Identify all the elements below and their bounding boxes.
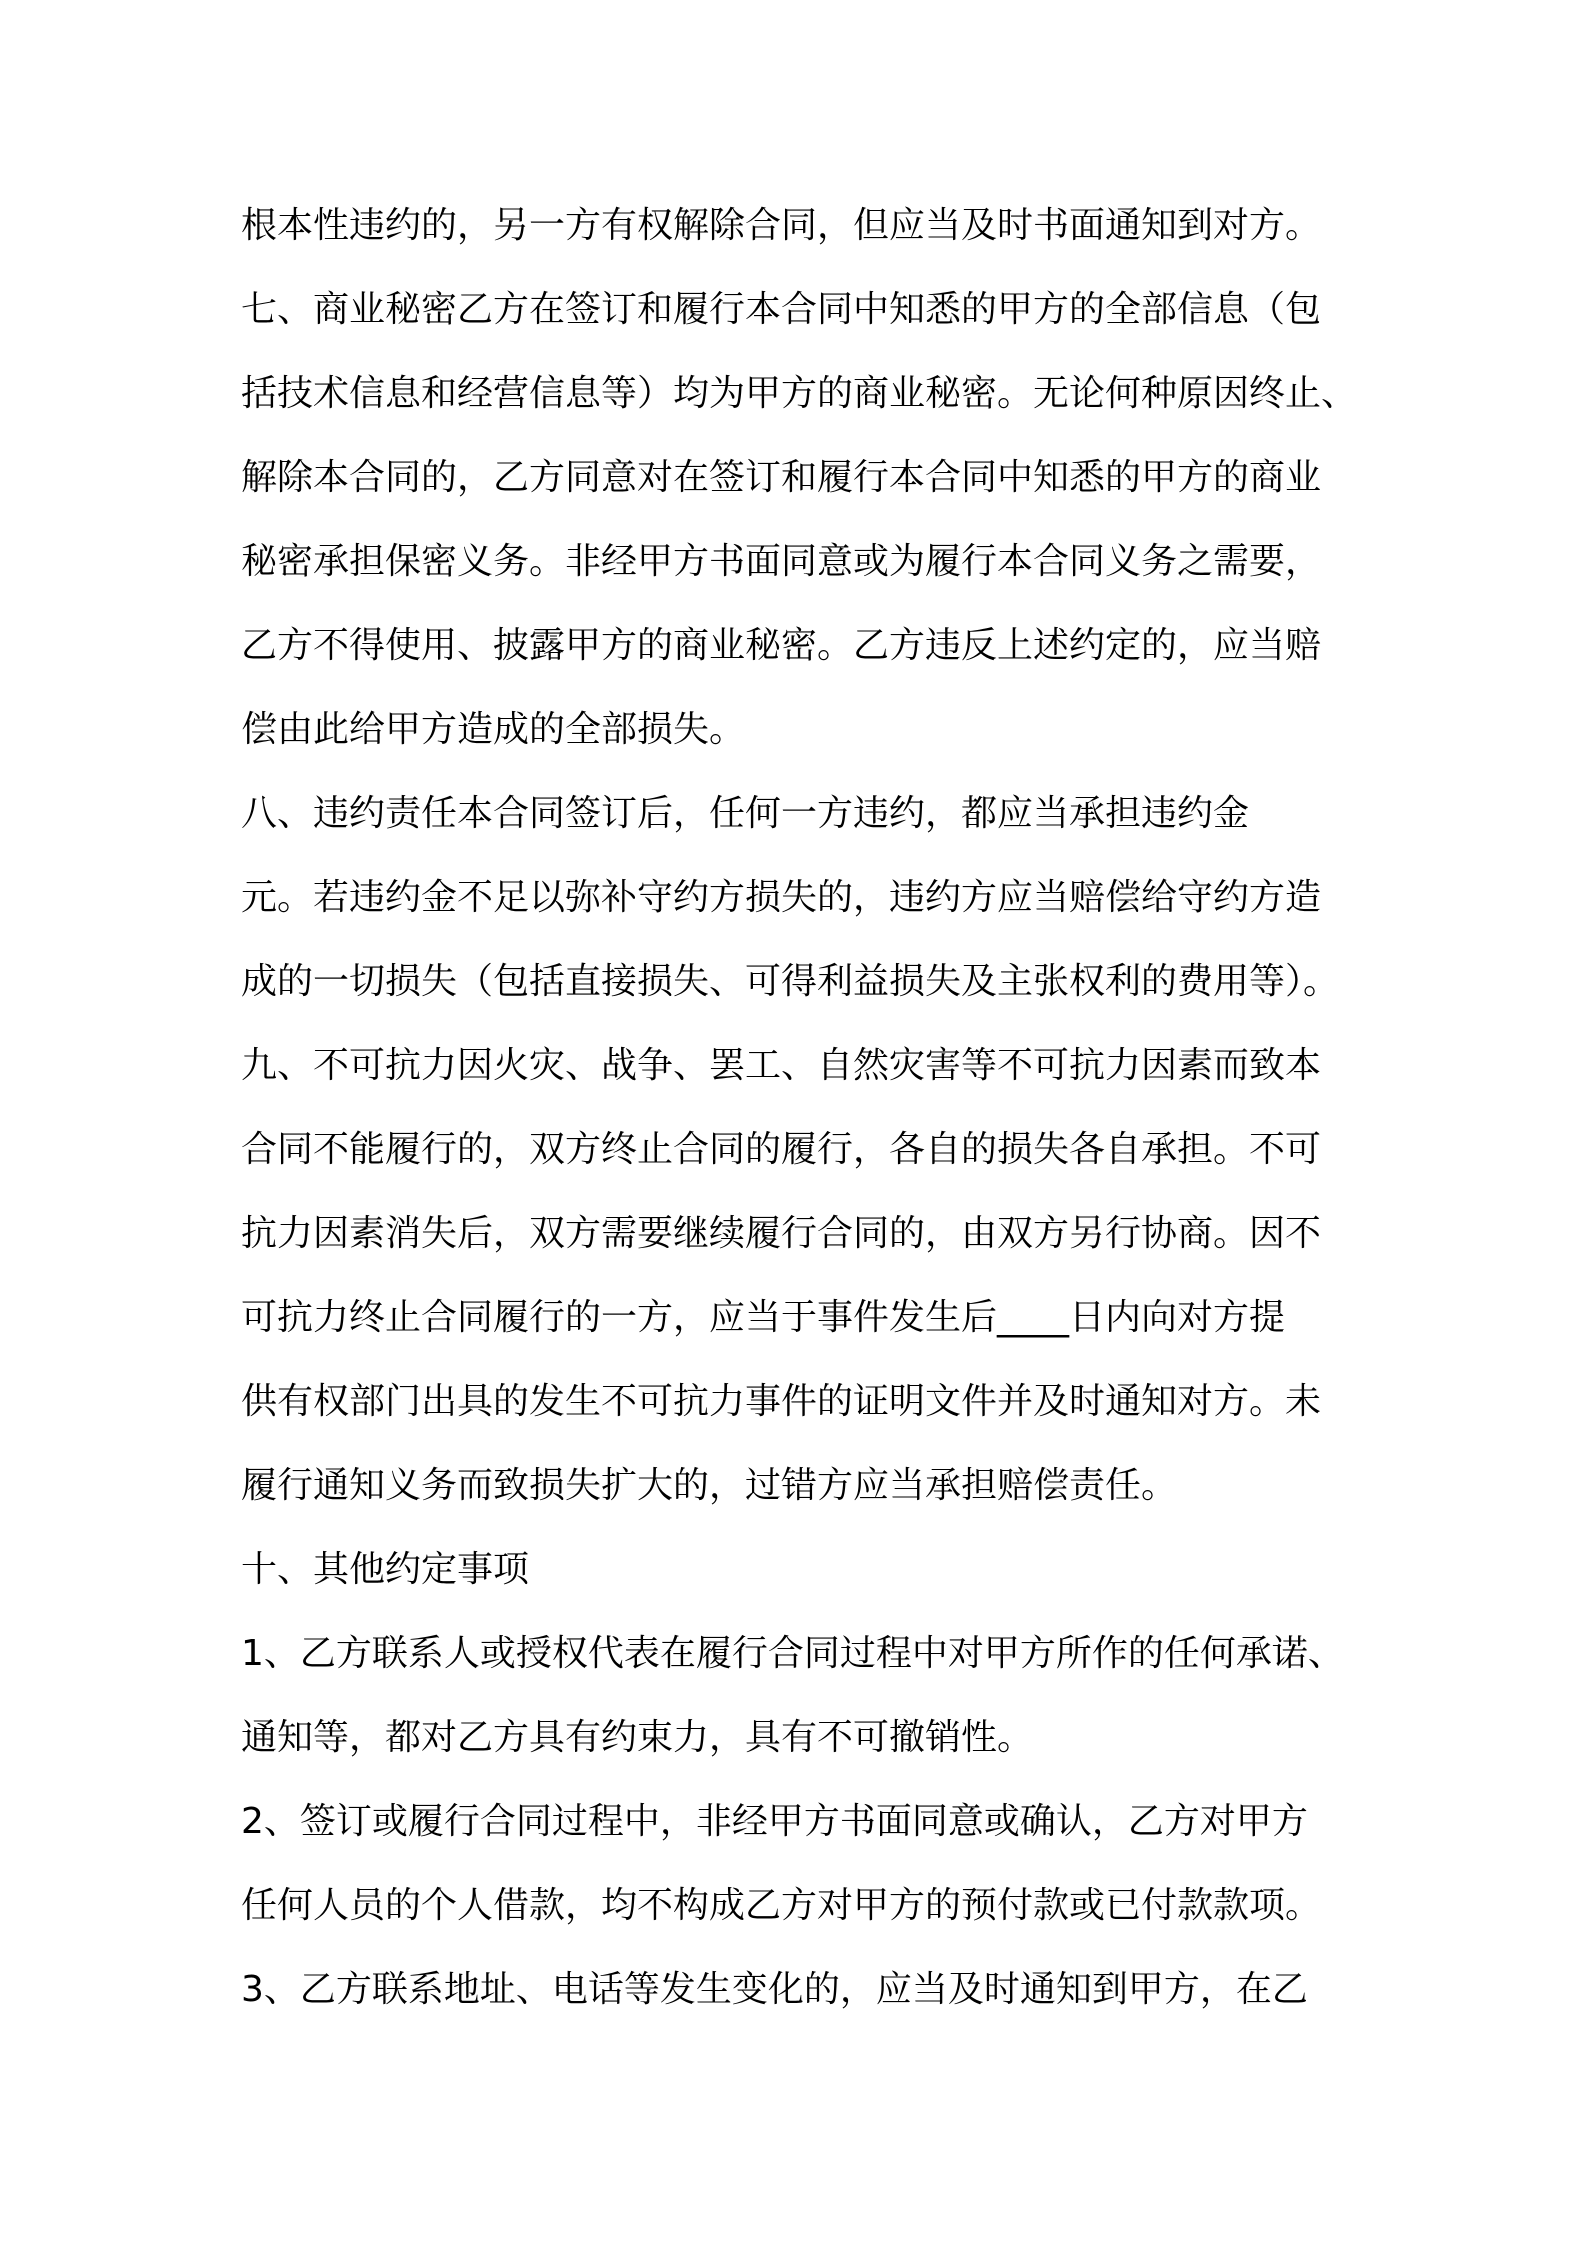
- line-15: 供有权部门出具的发生不可抗力事件的证明文件并及时通知对方。未: [241, 1381, 1322, 1422]
- line-21: 任何人员的个人借款，均不构成乙方对甲方的预付款或已付款款项。: [241, 1885, 1322, 1926]
- line-17: 十、其他约定事项: [241, 1549, 530, 1590]
- line-9: 元。若违约金不足以弥补守约方损失的，违约方应当赔偿给守约方造: [241, 877, 1322, 918]
- line-16: 履行通知义务而致损失扩大的，过错方应当承担赔偿责任。: [241, 1465, 1178, 1506]
- line-6: 乙方不得使用、披露甲方的商业秘密。乙方违反上述约定的，应当赔: [241, 625, 1322, 666]
- line-13: 抗力因素消失后，双方需要继续履行合同的，由双方另行协商。因不: [241, 1213, 1322, 1254]
- line-2: 七、商业秘密乙方在签订和履行本合同中知悉的甲方的全部信息（包: [241, 289, 1322, 330]
- line-14: 可抗力终止合同履行的一方，应当于事件发生后____日内向对方提: [241, 1297, 1286, 1338]
- line-4: 解除本合同的，乙方同意对在签订和履行本合同中知悉的甲方的商业: [241, 457, 1322, 498]
- line-11: 九、不可抗力因火灾、战争、罢工、自然灾害等不可抗力因素而致本: [241, 1045, 1322, 1086]
- line-19: 通知等，都对乙方具有约束力，具有不可撤销性。: [241, 1717, 1034, 1758]
- line-12: 合同不能履行的，双方终止合同的履行，各自的损失各自承担。不可: [241, 1129, 1322, 1170]
- line-7: 偿由此给甲方造成的全部损失。: [241, 709, 746, 750]
- line-22: 3、乙方联系地址、电话等发生变化的，应当及时通知到甲方，在乙: [241, 1969, 1308, 2010]
- line-20: 2、签订或履行合同过程中，非经甲方书面同意或确认，乙方对甲方: [241, 1801, 1308, 1842]
- line-8: 八、违约责任本合同签订后，任何一方违约，都应当承担违约金: [241, 793, 1250, 834]
- line-1: 根本性违约的，另一方有权解除合同，但应当及时书面通知到对方。: [241, 205, 1322, 246]
- line-18: 1、乙方联系人或授权代表在履行合同过程中对甲方所作的任何承诺、: [241, 1633, 1344, 1674]
- line-3: 括技术信息和经营信息等）均为甲方的商业秘密。无论何种原因终止、: [241, 373, 1358, 414]
- line-10: 成的一切损失（包括直接损失、可得利益损失及主张权利的费用等）。: [241, 961, 1340, 1002]
- line-5: 秘密承担保密义务。非经甲方书面同意或为履行本合同义务之需要，: [241, 541, 1322, 582]
